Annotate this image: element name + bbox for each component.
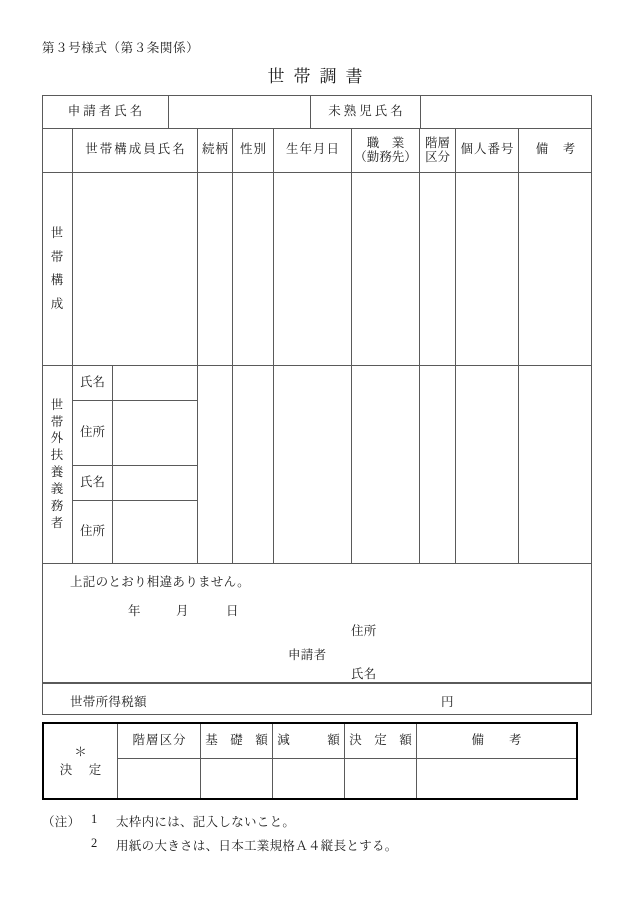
outside-supporter-address-value-1[interactable]: [113, 400, 197, 465]
outside-supporter-address-value-2[interactable]: [113, 500, 197, 563]
decision-header-remarks: 備 考: [471, 733, 522, 748]
section-label-char: 世: [50, 397, 64, 412]
section-label-char: 世: [50, 226, 64, 240]
column-header-occupation-line2: （勤務先）: [354, 150, 417, 164]
section-label-char: 義: [50, 482, 64, 497]
column-header-gender: 性別: [239, 142, 267, 157]
page-title: 世帯調書: [267, 67, 372, 86]
note-text-2: 用紙の大きさは、日本工業規格Ａ４縦長とする。: [116, 839, 398, 853]
section-label-char: 外: [50, 431, 64, 446]
applicant-name-value[interactable]: [169, 95, 310, 128]
declaration-month-label: 月: [176, 604, 189, 618]
outside-supporter-name-value-1[interactable]: [113, 365, 197, 400]
decision-header-base-amount: 基 礎 額: [205, 733, 268, 748]
outside-supporter-name-value-2[interactable]: [113, 465, 197, 500]
decision-section-label-text: 決 定: [59, 763, 104, 777]
notes-prefix: （注）: [42, 815, 81, 829]
outside-supporter-name-label-1: 氏名: [79, 374, 105, 389]
note-number-1: 1: [91, 812, 98, 826]
section-label-household-composition: [42, 172, 72, 365]
note-text-1: 太枠内には、記入しないこと。: [116, 815, 296, 829]
declaration-applicant-label: 申請者: [288, 648, 327, 662]
decision-value-determined-amount[interactable]: [345, 759, 416, 798]
declaration-day-label: 日: [226, 604, 239, 618]
column-header-remarks: 備 考: [535, 142, 577, 157]
declaration-year-label: 年: [128, 604, 141, 618]
decision-value-remarks[interactable]: [417, 759, 576, 798]
column-header-class-line2: 区分: [424, 150, 450, 164]
decision-section-label-asterisk: ＊: [74, 744, 87, 759]
section-label-char: 成: [50, 296, 64, 311]
column-header-occupation-line1: 職 業: [366, 136, 405, 150]
decision-value-base-amount[interactable]: [201, 759, 272, 798]
section-label-char: 帯: [50, 249, 64, 264]
section-label-char: 者: [50, 515, 64, 530]
column-header-birthdate: 生年月日: [285, 142, 340, 157]
applicant-name-label: 申請者氏名: [67, 103, 146, 118]
column-header-class-line1: 階層: [424, 136, 450, 150]
outside-supporter-name-label-2: 氏名: [79, 474, 105, 489]
income-tax-label: 世帯所得税額: [70, 695, 147, 709]
column-header-member-name: 世帯構成員氏名: [85, 142, 187, 157]
section-label-char: 構: [50, 273, 64, 287]
decision-value-class[interactable]: [118, 759, 200, 798]
column-header-occupation: [352, 128, 419, 172]
column-header-personal-number: 個人番号: [460, 142, 515, 157]
household-composition-entry-area[interactable]: [73, 173, 592, 365]
section-label-char: 務: [50, 498, 64, 513]
decision-header-class: 階層区分: [132, 733, 187, 748]
declaration-statement: 上記のとおり相違ありません。: [70, 575, 250, 589]
section-label-outside-supporter: [42, 365, 72, 563]
note-number-2: 2: [91, 836, 98, 850]
decision-header-reduction: 減 額: [277, 733, 340, 748]
column-header-class: [420, 128, 455, 172]
income-tax-unit: 円: [441, 695, 454, 709]
outside-supporter-address-label-1: 住所: [79, 424, 105, 439]
declaration-section-divider: [42, 563, 592, 564]
declaration-name-label: 氏名: [351, 667, 377, 681]
decision-value-reduction[interactable]: [273, 759, 344, 798]
premature-infant-name-label: 未熟児氏名: [328, 103, 406, 118]
section-label-char: 扶: [50, 448, 64, 463]
outside-supporter-address-label-2: 住所: [79, 523, 105, 538]
section-label-char: 帯: [50, 414, 64, 429]
column-header-relation: 続柄: [201, 142, 229, 157]
section-label-char: 養: [50, 465, 64, 480]
premature-infant-name-value[interactable]: [421, 95, 592, 128]
decision-section-label: [44, 724, 117, 798]
declaration-address-label: 住所: [351, 624, 377, 638]
decision-header-determined-amount: 決 定 額: [349, 733, 412, 748]
form-code: 第３号様式（第３条関係）: [42, 41, 200, 55]
